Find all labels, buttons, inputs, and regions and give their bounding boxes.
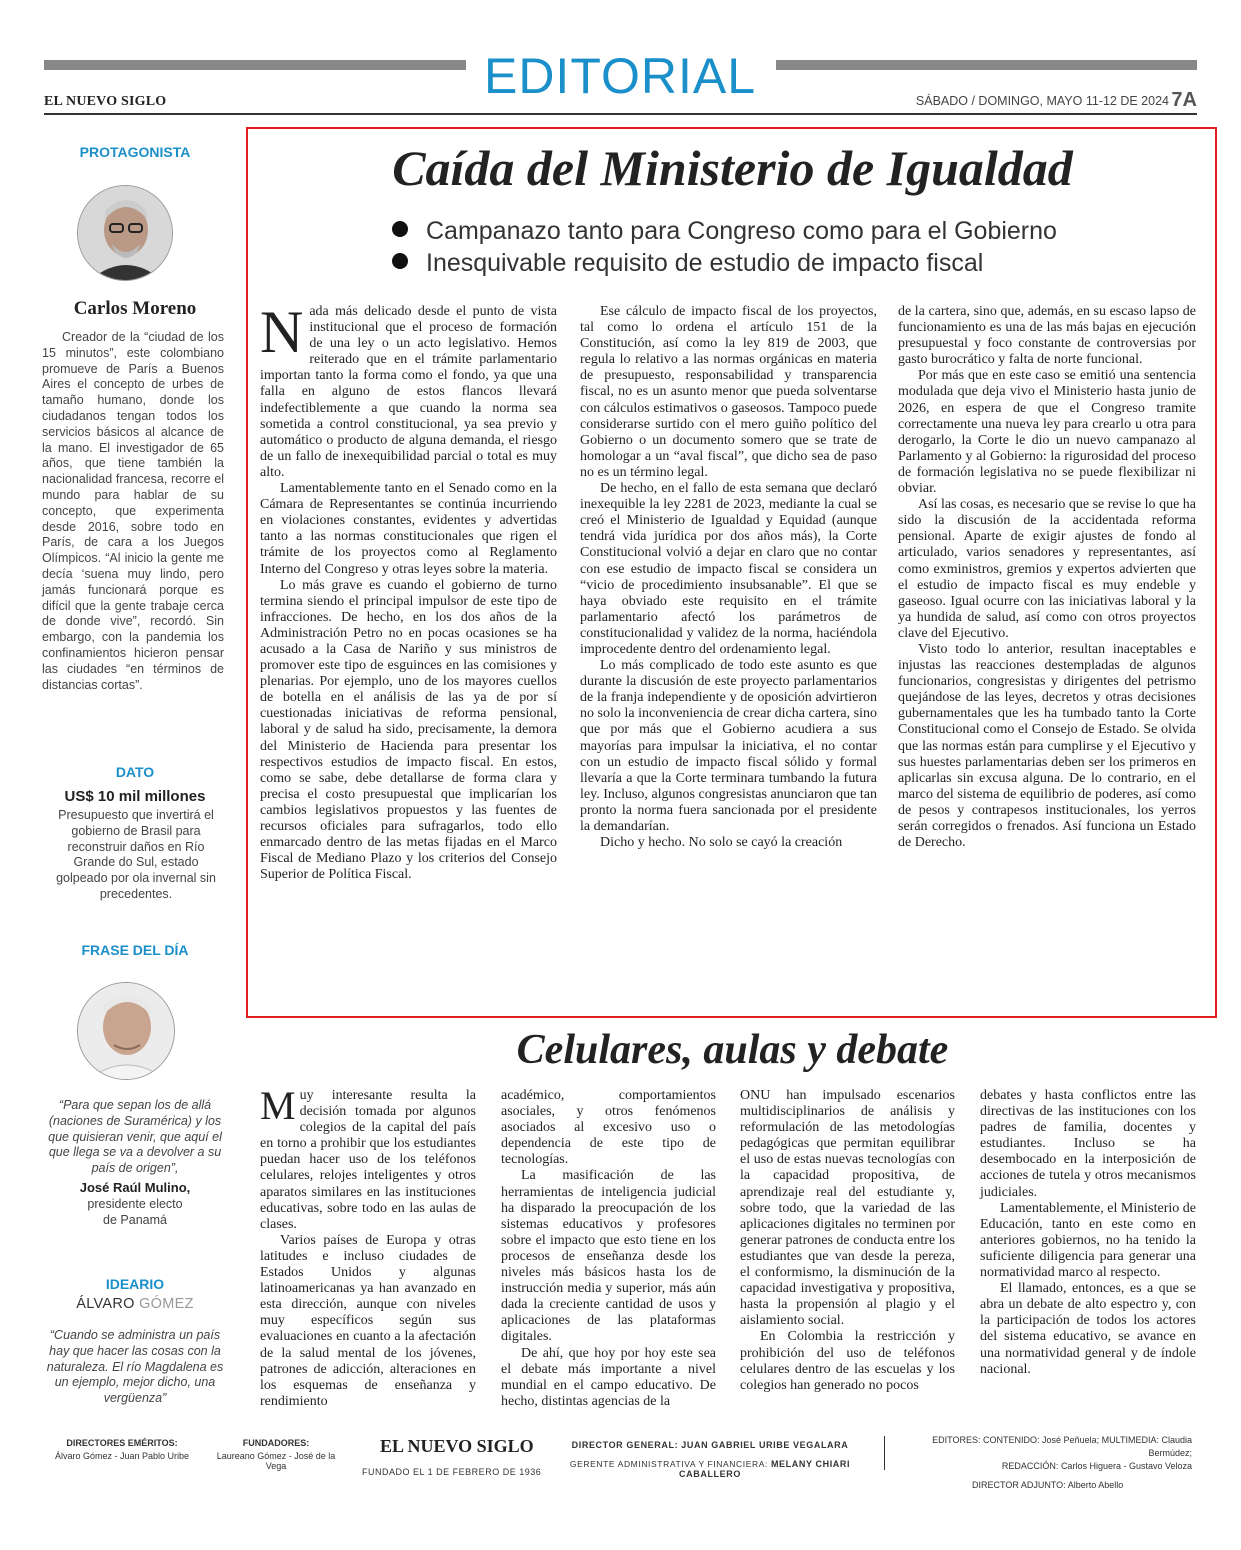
ideario-quote: “Cuando se administra un país hay que hacer las cosas con la naturaleza. El río Magdalena es un ejemplo, mejor dicho, una vergüenza” [46,1328,224,1406]
frase-photo [77,982,175,1080]
protagonista-text: Creador de la “ciudad de los 15 minutos”, este colombiano promueve de París a Buenos Aires el concepto de urbes de tamaño humano, donde los ciudadanos tengan todos los servicios básicos al alcance de la mano. El investigador de 65 años, que tiene también la nacionalidad francesa, recorre el mundo para hablar de su concepto, que experimenta desde 2016, sobre todo en París, de cara a los Juegos Olímpicos. “Al inicio la gente me decía ‘suena muy lindo, pero jamás funcionará porque es difícil que la gente trabaje cerca de donde vive”, recordó. Sin embargo, con la pandemia los confinamientos hicieron pensar las ciudades “en términos de distancias cortas”. [42,330,224,692]
dato-label: DATO [115,764,155,780]
drop-cap: N [260,299,304,365]
issue-date: SÁBADO / DOMINGO, MAYO 11-12 DE 2024 [915,94,1169,108]
paragraph: Lo más complicado de todo este asunto es que durante la discusión de este proyecto parlamentarios de la franja independiente y de oposición advirtieron no solo la inconveniencia de crear dicha cartera, sino que por más que el Gobierno acudiera a sus mayorías para impulsar la iniciativa, el no contar con un estudio de impacto fiscal sólido y formal llevaría a que la Corte terminara tumbando la futura ley. Incluso, algunos congresistas anunciaron que tan pronto la norma fuera sancionada por el presidente la demandarían. [580,658,877,834]
footer-founded: FUNDADO EL 1 DE FEBRERO DE 1936 [362,1467,542,1477]
footer-fundadores: FUNDADORES: Laureano Gómez - José de la Vega [216,1438,336,1471]
paragraph: Muy interesante resulta la decisión tomada por algunos colegios de la capital del país en torno a prohibir que los estudiantes puedan hacer uso de los teléfonos celulares, relojes inteligentes y otros aparatos similares en las instituciones educativas, sobre todo en las aulas de clases. [260,1083,476,1232]
paragraph: El llamado, entonces, es a que se abra un debate de alto espectro y, con la participación de todos los actores del sistema educativo, se avance en una normatividad general y de índole nacional. [980,1281,1196,1377]
paragraph: Lo más grave es cuando el gobierno de turno termina siendo el principal impulsor de este tipo de infracciones. De hecho, en los dos años de la Administración Petro no en pocas ocasiones se ha acusado a la Casa de Nariño y sus ministros de promover este tipo de esguinces en las comisiones y plenarias. Por ejemplo, uno de los mayores cuellos de botella en el análisis de las ya de por sí cuestionadas iniciativas de reforma pensional, laboral y de salud ha sido, precisamente, la demora del Ministerio de Hacienda para presentar los respectivos estudios de impacto fiscal. En estos, como se sabe, debe detallarse de forma clara y precisa el costo presupuestal que implicarían los cambios legislativos propuestos y las fuentes de recursos oficiales para sufragarlos, todo ello enmarcado dentro de las metas fijadas en el Marco Fiscal de Mediano Plazo y los criterios del Consejo Superior de Política Fiscal. [260,577,557,883]
portrait-icon [78,983,175,1080]
paragraph: Visto todo lo anterior, resultan inaceptables e injustas las reacciones destempladas de algunos funcionarios, congresistas y dirigentes del petrismo quejándose de las leyes, decretos y otras decisiones gubernamentales que les ha tumbado tanto la Corte Constitucional como el Consejo de Estado. Se olvida que las normas están para cumplirse y el Ejecutivo y sus huestes parlamentarias deben ser los primeros en aplicarlas sin excusa alguna. De lo contrario, en el marco del sistema de equilibrio de poderes, así como de pesos y contrapesos institucionales, los yerros serán corregidos o frenados. Así funciona un Estado de Derecho. [898,641,1196,851]
editorial-column-1 [260,299,557,883]
editorial-column-2 [580,304,877,851]
paragraph: académico, comportamientos asociales, y otros fenómenos asociados al excesivo uso o dependencia de este tipo de tecnologías. [501,1088,716,1168]
footer-editores: EDITORES: CONTENIDO: José Peñuela; MULTIMEDIA: Claudia Bermúdez; REDACCIÓN: Carlos Higuera - Gustavo Veloza DIRECTOR ADJUNTO: Alberto Abello [932,1435,1192,1490]
dato-text: Presupuesto que invertirá el gobierno de Brasil para reconstruir daños en Río Grande do Sul, estado golpeado por ola invernal sin precedentes. [56,808,216,901]
frase-author: José Raúl Mulino, [79,1180,191,1195]
paragraph: De ahí, que hoy por hoy este sea el debate más importante a nivel mundial en el campo educativo. De hecho, distintas agencias de la [501,1345,716,1409]
editorial-2-column-4 [980,1088,1196,1378]
paragraph: De hecho, en el fallo de esta semana que declaró inexequible la ley 2281 de 2023, mediante la cual se creó el Ministerio de Igualdad y Equidad (aunque tendrá vida jurídica por dos años más), la Corte Constitucional volvió a dejar en claro que no contar con ese estudio de impacto fiscal se considera un “vicio de procedimiento insubsanable”. El que se haya obviado este requisito en el trámite parlamentario afectó los parámetros de constitucionalidad y validez de la norma, haciéndola improcedente dentro del ordenamiento legal. [580,481,877,657]
bullet-dot-icon [392,221,408,237]
dato-value: US$ 10 mil millones [64,788,206,805]
footer-divider [884,1436,885,1470]
editorial-bullets [392,215,1057,279]
ideario-name [40,1296,230,1312]
protagonista-photo [77,185,173,281]
paragraph: La masificación de las herramientas de inteligencia judicial ha disparado la preocupación de los sistemas educativos y profesores sobre el impacto que esto tiene en los procesos de enseñanza desde los niveles más básicos hasta los de instrucción media y superior, más aún dada la creciente cantidad de usos y aplicaciones de las plataformas digitales. [501,1168,716,1345]
frase-quote: “Para que sepan los de allá (naciones de Suramérica) y los que quisieran venir, que aquí el que llega se va a devolver a su país de origen”, [48,1098,222,1176]
paragraph: Ese cálculo de impacto fiscal de los proyectos, tal como lo ordena el artículo 151 de la Constitución, así como la ley 819 de 2003, que regula lo relativo a las normas orgánicas en materia de presupuesto, responsabilidad y transparencia fiscal, no es un asunto menor que pueda solventarse con cálculos estimativos o gaseosos. Tampoco puede considerarse surtido con el mero guiño político del Gobierno o un documento somero que se trate de homologar a un “aval fiscal”, que dicho sea de paso no es un término legal. [580,304,877,480]
bullet-dot-icon [392,253,408,269]
editorial-2-column-3 [740,1088,955,1394]
paragraph: ONU han impulsado escenarios multidisciplinarios de análisis y reformulación de las metodologías pedagógicas que permitan equilibrar el uso de estas nuevas tecnologías con la capacidad propositiva, de aprendizaje real del estudiante y, sobre todo, que la variedad de las aplicaciones digitales no terminen por generar patrones de conducta entre los estudiantes que van desde la pereza, el conformismo, la disminución de la capacidad investigativa y propositiva, hasta la propensión al plagio y el aislamiento social. [740,1088,955,1329]
editorial-2-column-1 [260,1083,476,1410]
portrait-icon [78,186,173,281]
footer-emeritos: DIRECTORES EMÉRITOS: Álvaro Gómez - Juan Pablo Uribe [54,1438,190,1461]
drop-cap: M [260,1083,296,1128]
paragraph: Nada más delicado desde el punto de vista institucional que el proceso de formación de una ley o un acto legislativo. Hemos reiterado que en el trámite parlamentario importan tanto la forma como el fondo, ya que una falla en alguno de estos flancos llevará indefectiblemente a que cuando la norma sea sometida a control constitucional, ya sea previo y automático o producto de alguna demanda, el riesgo de un fallo de inexequibilidad parcial o total es muy alto. [260,299,557,480]
paragraph: En Colombia la restricción y prohibición del uso de teléfonos celulares dentro de las escuelas y los colegios han generado no pocos [740,1329,955,1393]
header-rule [44,113,1197,115]
paragraph: Varios países de Europa y otras latitudes e incluso ciudades de Estados Unidos y algunas latinoamericanas ya han avanzado en esta dirección, aunque con niveles muy específicos según sus evaluaciones en cuanto a la afectación de la salud mental de los jóvenes, patrones de adicción, alteraciones en los esquemas de enseñanza y rendimiento [260,1232,476,1409]
editorial-column-3 [898,304,1196,851]
editorial-2-column-2 [501,1088,716,1410]
paragraph: Lamentablemente tanto en el Senado como en la Cámara de Representantes se continúa incurriendo en violaciones constantes, evidentes y advertidas tanto a las normas constitucionales que rigen el trámite de los proyectos como al Reglamento Interno del Congreso y otras leyes sobre la materia. [260,481,557,577]
paragraph: Dicho y hecho. No solo se cayó la creación [600,835,843,851]
masthead: EL NUEVO SIGLO [44,94,167,109]
protagonista-name: Carlos Moreno [73,298,197,319]
ideario-label: IDEARIO [105,1276,165,1292]
paragraph: debates y hasta conflictos entre las directivas de las instituciones con los padres de familia, docentes y estudiantes. Incluso se ha desembocado en la interposición de acciones de tutela y otros mecanismos judiciales. [980,1088,1196,1200]
header-bar-right [776,60,1197,70]
header-bar-left [44,60,466,70]
ideario-first-name: ÁLVARO [76,1296,135,1312]
paragraph: Por más que en este caso se emitió una sentencia modulada que deja vivo el Ministerio hasta junio de 2026, en espera de que el Congreso tramite correctamente una nueva ley para crearlo u otra para derogarlo, la Corte le dio un nuevo campanazo al Parlamento y al Gobierno: la rigurosidad del proceso de formación legislativa no se puede flexibilizar ni obviar. [898,368,1196,497]
editorial-2-title: Celulares, aulas y debate [516,1027,949,1073]
editorial-title: Caída del Ministerio de Igualdad [392,140,1073,196]
protagonista-label: PROTAGONISTA [79,144,191,160]
bullet-item: Inesquivable requisito de estudio de impacto fiscal [392,247,1057,279]
section-title: EDITORIAL [483,48,757,104]
frase-role: presidente electo de Panamá [87,1197,183,1227]
footer-logo: EL NUEVO SIGLO [380,1436,534,1456]
bullet-item: Campanazo tanto para Congreso como para el Gobierno [392,215,1057,247]
page-number: 7A [1171,89,1197,111]
ideario-last-name: GÓMEZ [139,1296,194,1312]
footer-director: DIRECTOR GENERAL: JUAN GABRIEL URIBE VEGALARA GERENTE ADMINISTRATIVA Y FINANCIERA: MELANY CHIARI CABALLERO [569,1440,851,1479]
paragraph: de la cartera, sino que, además, en su escaso lapso de funcionamiento es una de las más bajas en ejecución presupuestal y foco constante de controversias por gasto burocrático y falta de norte funcional. [898,304,1196,368]
paragraph: Así las cosas, es necesario que se revise lo que ha sido la discusión de la accidentada reforma pensional. Aparte de exigir ajustes de fondo al articulado, varios senadores y representantes, así como exministros, gremios y expertos advierten que el estudio de impacto fiscal es muy endeble y gaseoso. Igual ocurre con las iniciativas laboral y la ya hundida de salud, así como con otros proyectos clave del Ejecutivo. [898,497,1196,641]
paragraph: Lamentablemente, el Ministerio de Educación, tanto en este como en anteriores gobiernos, no ha tenido la suficiente diligencia para generar una normatividad marco al respecto. [980,1200,1196,1281]
frase-label: FRASE DEL DÍA [81,942,189,958]
